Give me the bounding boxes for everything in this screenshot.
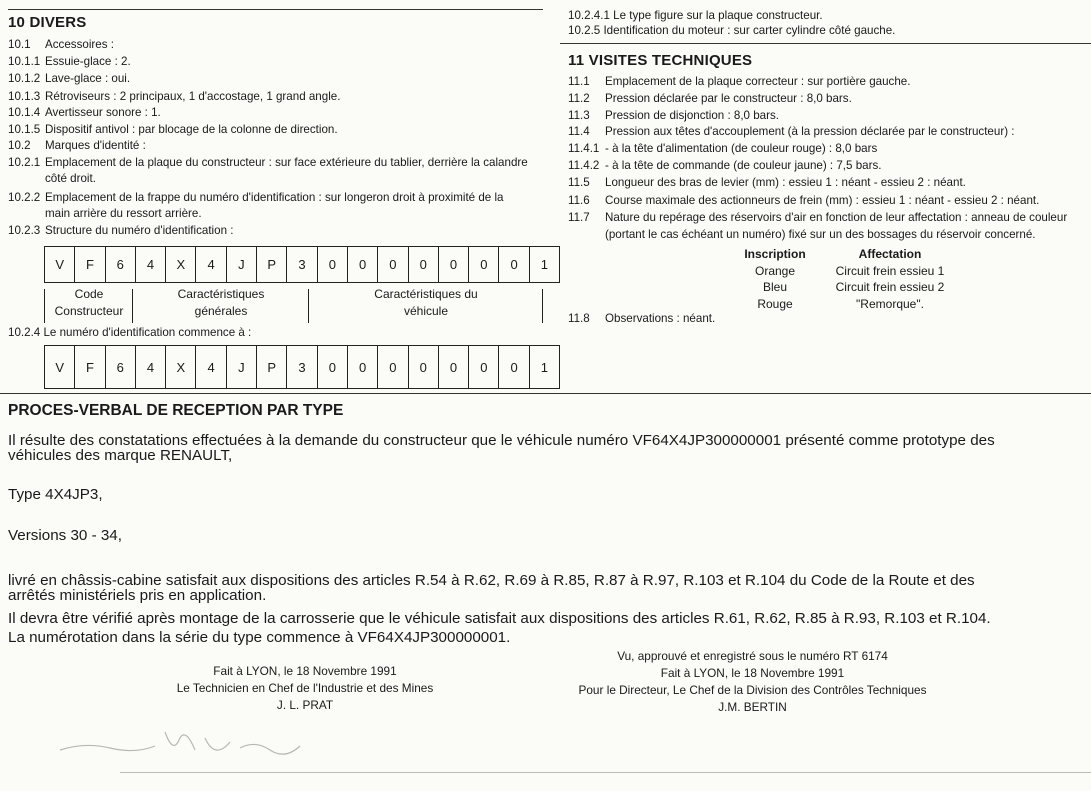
vin-cell: 0 — [439, 346, 469, 388]
item-number: 10.2.1 — [8, 156, 41, 169]
vin-cell: 0 — [348, 247, 378, 282]
item-number: 11.6 — [568, 194, 590, 207]
handwritten-signature — [55, 720, 315, 770]
signature-right — [570, 648, 935, 716]
item-text: Pression de disjonction : 8,0 bars. — [605, 109, 780, 122]
vin-cell: 0 — [318, 247, 348, 282]
vin-cell: 0 — [378, 346, 408, 388]
list-item — [8, 72, 130, 86]
right-top-line-1: 10.2.4.1 Le type figure sur la plaque constructeur. — [568, 9, 823, 22]
vin-cell: V — [45, 247, 75, 282]
item-text: Longueur des bras de levier (mm) : essieu 1 : néant - essieu 2 : néant. — [605, 176, 966, 189]
table-col-affectation — [820, 246, 960, 312]
table-header-inscription: Inscription — [744, 247, 806, 261]
vin-cell: X — [166, 247, 196, 282]
item-text: - à la tête d'alimentation (de couleur rouge) : 8,0 bars — [605, 142, 878, 155]
table-cell: Bleu — [762, 280, 788, 294]
list-item — [568, 211, 1067, 225]
section-11-title: 11 VISITES TECHNIQUES — [568, 52, 753, 69]
list-item — [8, 156, 528, 170]
item-number: 11.4.2 — [568, 159, 600, 172]
table-col-inscription — [720, 246, 830, 312]
vin-cell: 4 — [196, 346, 226, 388]
item-number: 10.1.1 — [8, 55, 41, 68]
list-item — [568, 92, 852, 106]
item-text: (portant le cas échéant un numéro) fixé sur un des bossages du réservoir concerné. — [605, 228, 1036, 241]
group-divider — [308, 289, 309, 323]
item-number: 10.1.3 — [8, 90, 41, 103]
vin-cell: P — [257, 346, 287, 388]
group-caracteristiques-vehicule — [310, 286, 542, 320]
section-10-title: 10 DIVERS — [8, 14, 87, 31]
item-text: Dispositif antivol : par blocage de la colonne de direction. — [45, 123, 338, 136]
vin-cell: F — [75, 247, 105, 282]
group-label: Caractéristiques générales — [177, 287, 265, 318]
section-divider — [0, 393, 1091, 394]
table-cell: "Remorque". — [856, 296, 924, 311]
vin-cell: 0 — [409, 346, 439, 388]
item-number: 10.1 — [8, 38, 31, 51]
table-cell: Orange — [754, 263, 796, 278]
vin-cell: 3 — [287, 346, 317, 388]
item-text: Structure du numéro d'identification : — [45, 224, 234, 237]
item-number: 10.1.4 — [8, 106, 41, 119]
vin-cell: J — [227, 247, 257, 282]
item-number: 11.7 — [568, 211, 590, 224]
vin-cell: 0 — [499, 247, 529, 282]
table-header-affectation: Affectation — [858, 247, 922, 261]
item-text: Marques d'identité : — [45, 139, 146, 152]
table-cell: Circuit frein essieu 1 — [835, 263, 945, 278]
item-number: 10.1.5 — [8, 123, 41, 136]
list-item — [8, 224, 233, 238]
vin-cell: 0 — [499, 346, 529, 388]
item-number: 10.2.2 — [8, 191, 41, 204]
list-item — [8, 191, 504, 205]
group-label: Caractéristiques du véhicule — [374, 287, 478, 318]
sig-line: Fait à LYON, le 18 Novembre 1991 — [660, 666, 845, 680]
group-code-constructeur — [46, 286, 132, 320]
item-text: Emplacement de la plaque correcteur : sur portière gauche. — [605, 75, 911, 88]
vin-cell: 0 — [378, 247, 408, 282]
vin-cell: P — [257, 247, 287, 282]
list-item — [568, 194, 1039, 208]
vin-cell: X — [166, 346, 196, 388]
sig-line: Le Technicien en Chef de l'Industrie et des Mines — [176, 681, 434, 695]
vin-cell: 0 — [439, 247, 469, 282]
list-item — [568, 159, 881, 173]
item-text: Rétroviseurs : 2 principaux, 1 d'accostage, 1 grand angle. — [45, 90, 341, 103]
vin-start-label: 10.2.4 Le numéro d'identification commence à : — [8, 326, 252, 339]
item-text: Observations : néant. — [605, 312, 716, 325]
vin-start-grid — [44, 345, 560, 389]
list-item — [568, 228, 1036, 242]
item-text: Lave-glace : oui. — [45, 72, 131, 85]
vin-structure-grid — [44, 246, 560, 283]
list-item — [8, 106, 161, 120]
vin-cell: 4 — [136, 247, 166, 282]
group-divider — [44, 289, 45, 323]
item-number: 10.2.3 — [8, 224, 41, 237]
item-text: Essuie-glace : 2. — [45, 55, 131, 68]
item-number: 11.4.1 — [568, 142, 600, 155]
list-item — [8, 139, 146, 153]
observations-line — [568, 312, 715, 326]
pv-paragraph-1a: Il résulte des constatations effectuées à la demande du constructeur que le véhicule numéro VF64X4JP300000001 présenté comme prototype des — [8, 432, 995, 449]
list-item — [8, 38, 114, 52]
pv-title: PROCES-VERBAL DE RECEPTION PAR TYPE — [8, 402, 344, 419]
top-rule-left — [8, 9, 543, 10]
sig-line: Pour le Directeur, Le Chef de la Division des Contrôles Techniques — [578, 683, 927, 697]
list-item — [568, 125, 1015, 139]
list-item — [8, 172, 96, 186]
vin-cell: 4 — [136, 346, 166, 388]
item-number: 11.2 — [568, 92, 590, 105]
vin-cell: 0 — [409, 247, 439, 282]
signature-left — [150, 663, 460, 714]
right-top-line-2: 10.2.5 Identification du moteur : sur carter cylindre côté gauche. — [568, 24, 896, 37]
item-number: 11.8 — [568, 312, 590, 325]
list-item — [8, 90, 340, 104]
pv-paragraph-4: La numérotation dans la série du type commence à VF64X4JP300000001. — [8, 629, 511, 646]
list-item — [8, 55, 131, 69]
vin-cell: 0 — [348, 346, 378, 388]
vin-cell: 1 — [540, 359, 549, 375]
item-text: Avertisseur sonore : 1. — [45, 106, 161, 119]
list-item — [8, 207, 202, 221]
list-item — [568, 75, 910, 89]
item-text: Pression déclarée par le constructeur : 8,0 bars. — [605, 92, 852, 105]
list-item — [568, 142, 877, 156]
list-item — [8, 123, 338, 137]
item-text: Emplacement de la plaque du constructeur : sur face extérieure du tablier, derrière la calandre — [45, 156, 528, 169]
vin-cell: 1 — [540, 257, 549, 272]
group-caracteristiques-generales — [134, 286, 308, 320]
pv-paragraph-1b: véhicules des marque RENAULT, — [8, 447, 233, 464]
list-item — [568, 109, 779, 123]
item-text: main arrière du ressort arrière. — [45, 207, 202, 220]
item-text: Accessoires : — [45, 38, 114, 51]
vin-cell: F — [75, 346, 105, 388]
item-number: 11.5 — [568, 176, 590, 189]
sig-line: J.M. BERTIN — [718, 700, 787, 714]
vin-cell: 0 — [469, 346, 499, 388]
right-rule — [560, 43, 1091, 44]
item-number: 10.1.2 — [8, 72, 41, 85]
list-item — [568, 176, 966, 190]
pv-type: Type 4X4JP3, — [8, 486, 103, 503]
vin-cell: J — [227, 346, 257, 388]
item-number: 11.1 — [568, 75, 590, 88]
vin-cell: 3 — [287, 247, 317, 282]
group-divider — [132, 289, 133, 323]
vin-cell: V — [45, 346, 75, 388]
vin-cell: 6 — [106, 346, 136, 388]
item-number: 11.4 — [568, 125, 590, 138]
item-text: Pression aux têtes d'accouplement (à la pression déclarée par le constructeur) : — [605, 125, 1015, 138]
item-text: - à la tête de commande (de couleur jaune) : 7,5 bars. — [605, 159, 882, 172]
pv-paragraph-2a: livré en châssis-cabine satisfait aux dispositions des articles R.54 à R.62, R.69 à R.85, R.87 à R.97, R.103 et R.104 du Code de la Route et des — [8, 572, 975, 589]
item-text: Emplacement de la frappe du numéro d'identification : sur longeron droit à proximité de la — [45, 191, 504, 204]
item-number: 10.2 — [8, 139, 31, 152]
item-text: Course maximale des actionneurs de frein (mm) : essieu 1 : néant - essieu 2 : néant. — [605, 194, 1040, 207]
sig-line: Fait à LYON, le 18 Novembre 1991 — [213, 664, 397, 678]
vin-cell: 0 — [469, 247, 499, 282]
vin-cell: 4 — [196, 247, 226, 282]
table-cell: Rouge — [757, 296, 793, 311]
vin-cell: 6 — [106, 247, 136, 282]
table-cell: Circuit frein essieu 2 — [835, 280, 945, 294]
item-text: Nature du repérage des réservoirs d'air en fonction de leur affectation : anneau de couleur — [605, 211, 1068, 224]
group-label: Code Constructeur — [54, 287, 124, 318]
item-text: côté droit. — [45, 172, 96, 185]
item-number: 11.3 — [568, 109, 590, 122]
sig-line: Vu, approuvé et enregistré sous le numéro RT 6174 — [617, 649, 888, 663]
sig-line: J. L. PRAT — [276, 698, 334, 712]
pv-paragraph-2b: arrêtés ministériels pris en application. — [8, 587, 267, 604]
vin-cell: 0 — [318, 346, 348, 388]
bottom-rule — [120, 772, 1091, 773]
pv-paragraph-3: Il devra être vérifié après montage de la carrosserie que le véhicule satisfait aux dispositions des articles R.61, R.62, R.85 à R.93, R.103 et R.104. — [8, 610, 991, 627]
pv-versions: Versions 30 - 34, — [8, 527, 122, 544]
group-divider — [542, 289, 543, 323]
